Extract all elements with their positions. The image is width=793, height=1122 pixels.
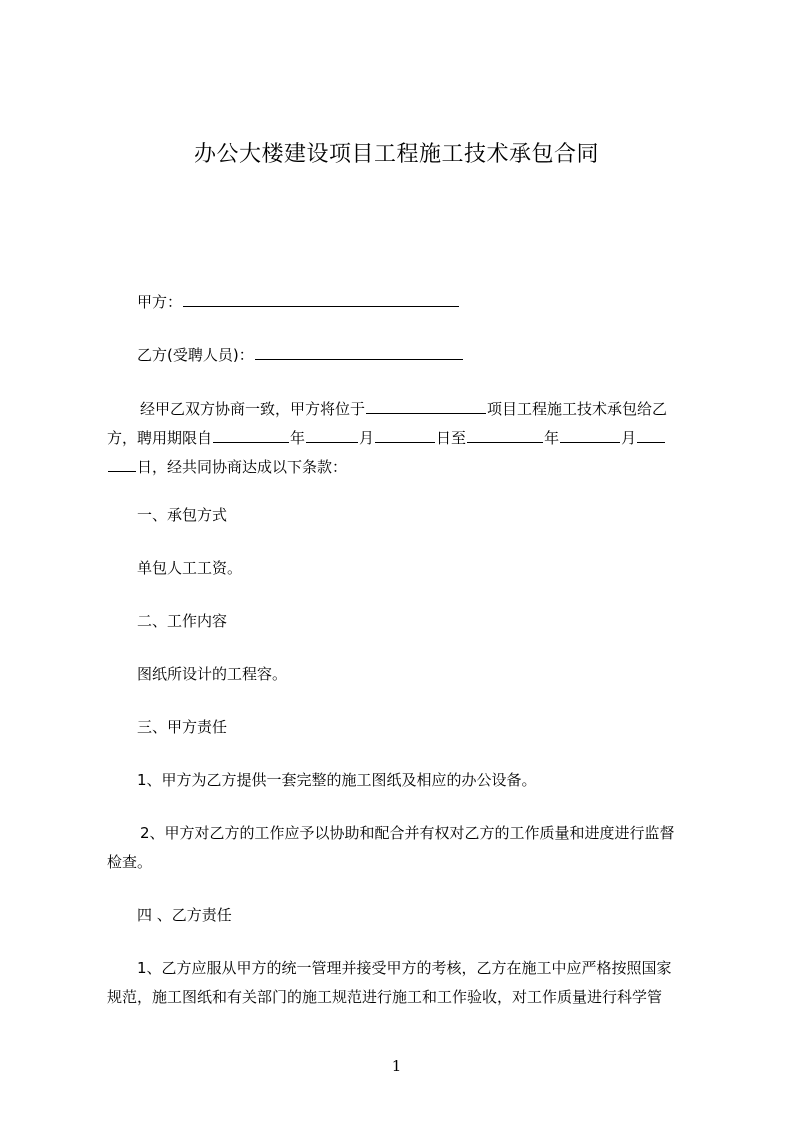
party-a-blank bbox=[183, 291, 459, 307]
day-label-1: 日至 bbox=[436, 429, 467, 447]
start-year-blank bbox=[213, 427, 289, 443]
section1-body: 单包人工工资。 bbox=[137, 559, 243, 577]
end-day-blank-a bbox=[637, 427, 665, 443]
section3-item2-line2: 检查。 bbox=[107, 853, 153, 871]
intro-text-3: 日，经共同协商达成以下条款： bbox=[137, 458, 348, 476]
year-label-1: 年 bbox=[290, 429, 306, 447]
section4-item1-line1: 1、乙方应服从甲方的统一管理并接受甲方的考核，乙方在施工中应严格按照国家 bbox=[137, 959, 672, 977]
party-a-line bbox=[137, 291, 460, 312]
section3-item1: 1、甲方为乙方提供一套完整的施工图纸及相应的办公设备。 bbox=[137, 771, 537, 789]
party-b-label: 乙方(受聘人员)： bbox=[137, 346, 254, 364]
page-number: 1 bbox=[391, 1057, 402, 1075]
intro-text-1a: 经甲乙双方协商一致，甲方将位于 bbox=[140, 400, 366, 418]
section4-item1-line2: 规范，施工图纸和有关部门的施工规范进行施工和工作验收，对工作质量进行科学管 bbox=[107, 988, 663, 1006]
intro-text-1b: 项目工程施工技术承包给乙 bbox=[487, 400, 668, 418]
intro-line-3 bbox=[107, 456, 347, 477]
year-label-2: 年 bbox=[544, 429, 560, 447]
section1-heading: 一、承包方式 bbox=[137, 506, 228, 524]
section2-body: 图纸所设计的工程容。 bbox=[137, 665, 288, 683]
start-day-blank bbox=[375, 427, 435, 443]
end-month-blank bbox=[560, 427, 620, 443]
section2-heading: 二、工作内容 bbox=[137, 612, 228, 630]
intro-line-2 bbox=[107, 427, 666, 448]
start-month-blank bbox=[306, 427, 358, 443]
party-a-label: 甲方： bbox=[137, 293, 183, 311]
party-b-blank bbox=[255, 344, 463, 360]
month-label-1: 月 bbox=[359, 429, 375, 447]
location-blank bbox=[366, 398, 486, 414]
end-day-blank-b bbox=[108, 456, 136, 472]
intro-line-1 bbox=[140, 398, 667, 419]
month-label-2: 月 bbox=[621, 429, 637, 447]
intro-text-2a: 方，聘用期限自 bbox=[107, 429, 213, 447]
party-b-line bbox=[137, 344, 464, 365]
section3-heading: 三、甲方责任 bbox=[137, 718, 228, 736]
section3-item2-line1: 2、甲方对乙方的工作应予以协助和配合并有权对乙方的工作质量和进度进行监督 bbox=[140, 824, 675, 842]
section4-heading: 四 、乙方责任 bbox=[137, 906, 232, 924]
contract-title: 办公大楼建设项目工程施工技术承包合同 bbox=[193, 142, 599, 167]
end-year-blank bbox=[467, 427, 543, 443]
